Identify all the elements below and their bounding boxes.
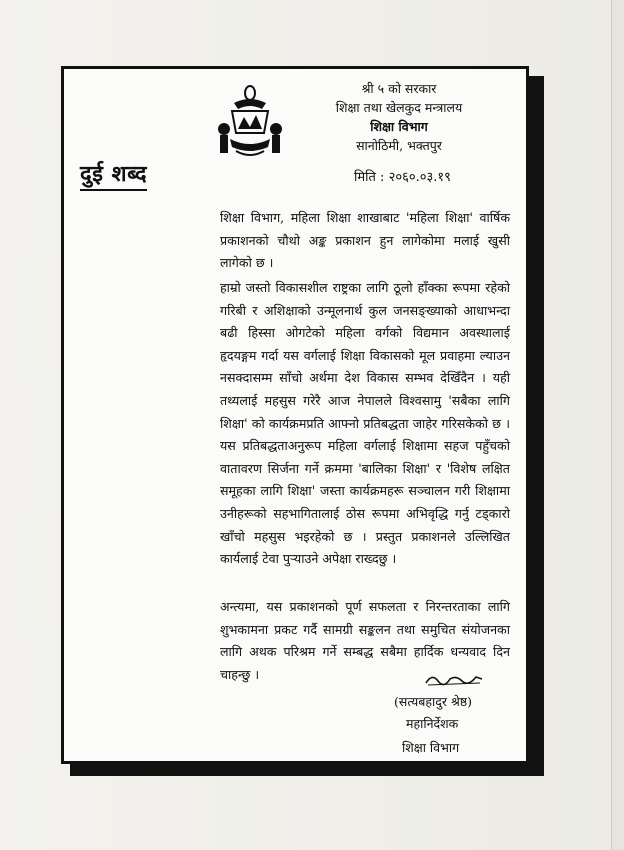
letterhead: [324, 79, 474, 155]
handwritten-signature-icon: [424, 671, 484, 689]
government-emblem-icon: [214, 81, 286, 159]
letter-frame: [61, 66, 529, 764]
letterhead-government: श्री ५ को सरकार: [361, 81, 437, 96]
page-title: दुई शब्द: [80, 161, 147, 191]
paragraph-closing: अन्त्यमा, यस प्रकाशनको पूर्ण सफलता र निरन्तरताका लागि शुभकामना प्रकट गर्दै सामग्री सङ्कलन तथा समुचित संयोजनका लागि अथक परिश्रम गर्ने सम्बद्ध सबैमा हार्दिक धन्यवाद दिन चाहन्छु ।: [220, 599, 510, 682]
letterhead-department: शिक्षा विभाग: [370, 119, 428, 134]
signatory-name: (सत्यबहादुर श्रेष्ठ): [394, 694, 473, 709]
letterhead-address: सानोठिमी, भक्तपुर: [356, 138, 442, 153]
paragraph-intro: शिक्षा विभाग, महिला शिक्षा शाखाबाट 'महिला शिक्षा' वार्षिक प्रकाशनको चौथो अङ्क प्रकाशन हुन लागेकोमा मलाई खुसी लागेको छ ।: [220, 210, 510, 271]
paragraph-main: हाम्रो जस्तो विकासशील राष्ट्रका लागि ठूलो हाँक्का रूपमा रहेको गरिबी र अशिक्षाको उन्मूलनार्थ कुल जनसङ्ख्याको आधाभन्दा बढी हिस्सा ओगटेको महिला वर्गको विद्यमान अवस्थालाई हृदयङ्गम गर्दा यस वर्गलाई शिक्षा विकासको मूल प्रवाहमा ल्याउन नसक्दासम्म साँचो अर्थमा देश विकास सम्भव देखिँदैन । यही तथ्यलाई महसुस गरेरै आज नेपालले विश्वसामु 'सबैका लागि शिक्षा' को कार्यक्रमप्रति आफ्नो प्रतिबद्धता जाहेर गरिसकेको छ । यस प्रतिबद्धताअनुरूप महिला वर्गलाई शिक्षामा सहज पहुँचको वातावरण सिर्जना गर्ने क्रममा 'बालिका शिक्षा' र 'विशेष लक्षित समूहका लागि शिक्षा' जस्ता कार्यक्रमहरू सञ्चालन गरी शिक्षामा उनीहरूको सहभागितालाई ठोस रूपमा अभिवृद्धि गर्नु टड्कारो खाँचो महसुस भइरहेको छ । प्रस्तुत प्रकाशनले उल्लिखित कार्यलाई टेवा पुऱ्याउने अपेक्षा राख्दछु ।: [220, 280, 510, 567]
page-edge-strip: [611, 0, 624, 850]
letterhead-ministry: शिक्षा तथा खेलकुद मन्त्रालय: [335, 100, 463, 115]
signatory-title: महानिर्देशक: [406, 716, 459, 731]
letter-date: मिति : २०६०.०३.१९: [354, 170, 451, 185]
signatory-department: शिक्षा विभाग: [402, 740, 460, 755]
